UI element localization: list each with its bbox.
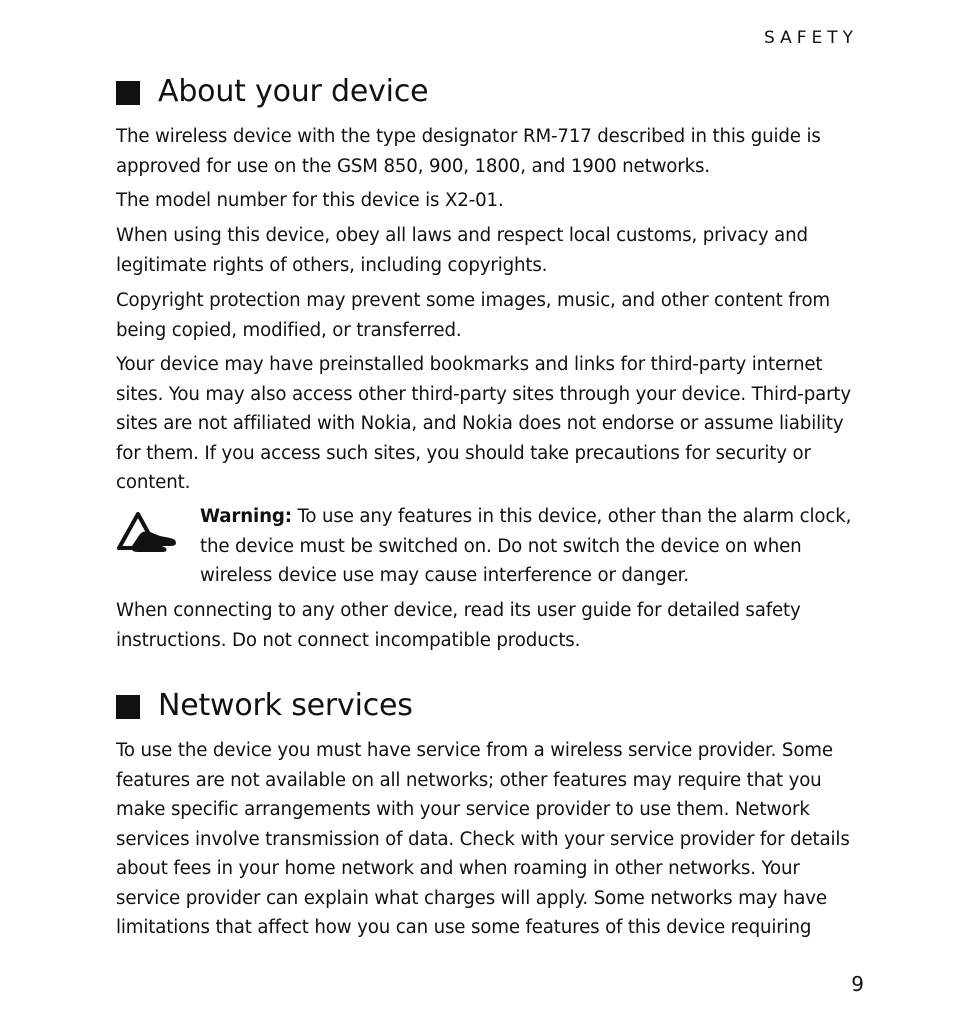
warning-hand-icon [116, 508, 180, 554]
warning-text [200, 502, 862, 591]
about-paragraph-1: The wireless device with the type designator RM-717 described in this guide is approved for use on the GSM 850, 900, 1800, and 1900 networks. [116, 126, 821, 177]
section-heading-network [116, 688, 413, 723]
heading-square-icon [116, 695, 140, 719]
network-paragraph-1: To use the device you must have service from a wireless service provider. Some features are not available on all networks; other features may require that you make specific arrangements with your service provider to use them. Network services involve transmission of data. Check with your service provider for details about fees in your home network and when roaming in other networks. Your service provider can explain what charges will apply. Some networks may have limitations that affect how you can use some features of this device requiring [116, 740, 850, 938]
section-title-network: Network services [158, 688, 413, 723]
about-paragraph-3: When using this device, obey all laws and respect local customs, privacy and legitimate rights of others, including copyrights. [116, 225, 808, 276]
page-number: 9 [851, 972, 864, 996]
section-heading-about [116, 74, 428, 109]
warning-label: Warning: [200, 506, 292, 527]
warning-body: To use any features in this device, other than the alarm clock, the device must be switched on. Do not switch the device on when wireless device use may cause interference or danger. [200, 506, 852, 586]
about-paragraph-6: When connecting to any other device, read its user guide for detailed safety instructions. Do not connect incompatible products. [116, 600, 801, 651]
heading-square-icon [116, 81, 140, 105]
about-paragraph-5: Your device may have preinstalled bookmarks and links for third-party internet sites. You may also access other third-party sites through your device. Third-party sites are not affiliated with Nokia, and Nokia does not endorse or assume liability for them. If you access such sites, you should take precautions for security or content. [116, 354, 852, 493]
about-paragraph-4: Copyright protection may prevent some images, music, and other content from being copied, modified, or transferred. [116, 290, 830, 341]
section-title-about: About your device [158, 74, 429, 109]
about-paragraph-2: The model number for this device is X2-01. [116, 190, 504, 211]
running-header: SAFETY [763, 28, 858, 48]
